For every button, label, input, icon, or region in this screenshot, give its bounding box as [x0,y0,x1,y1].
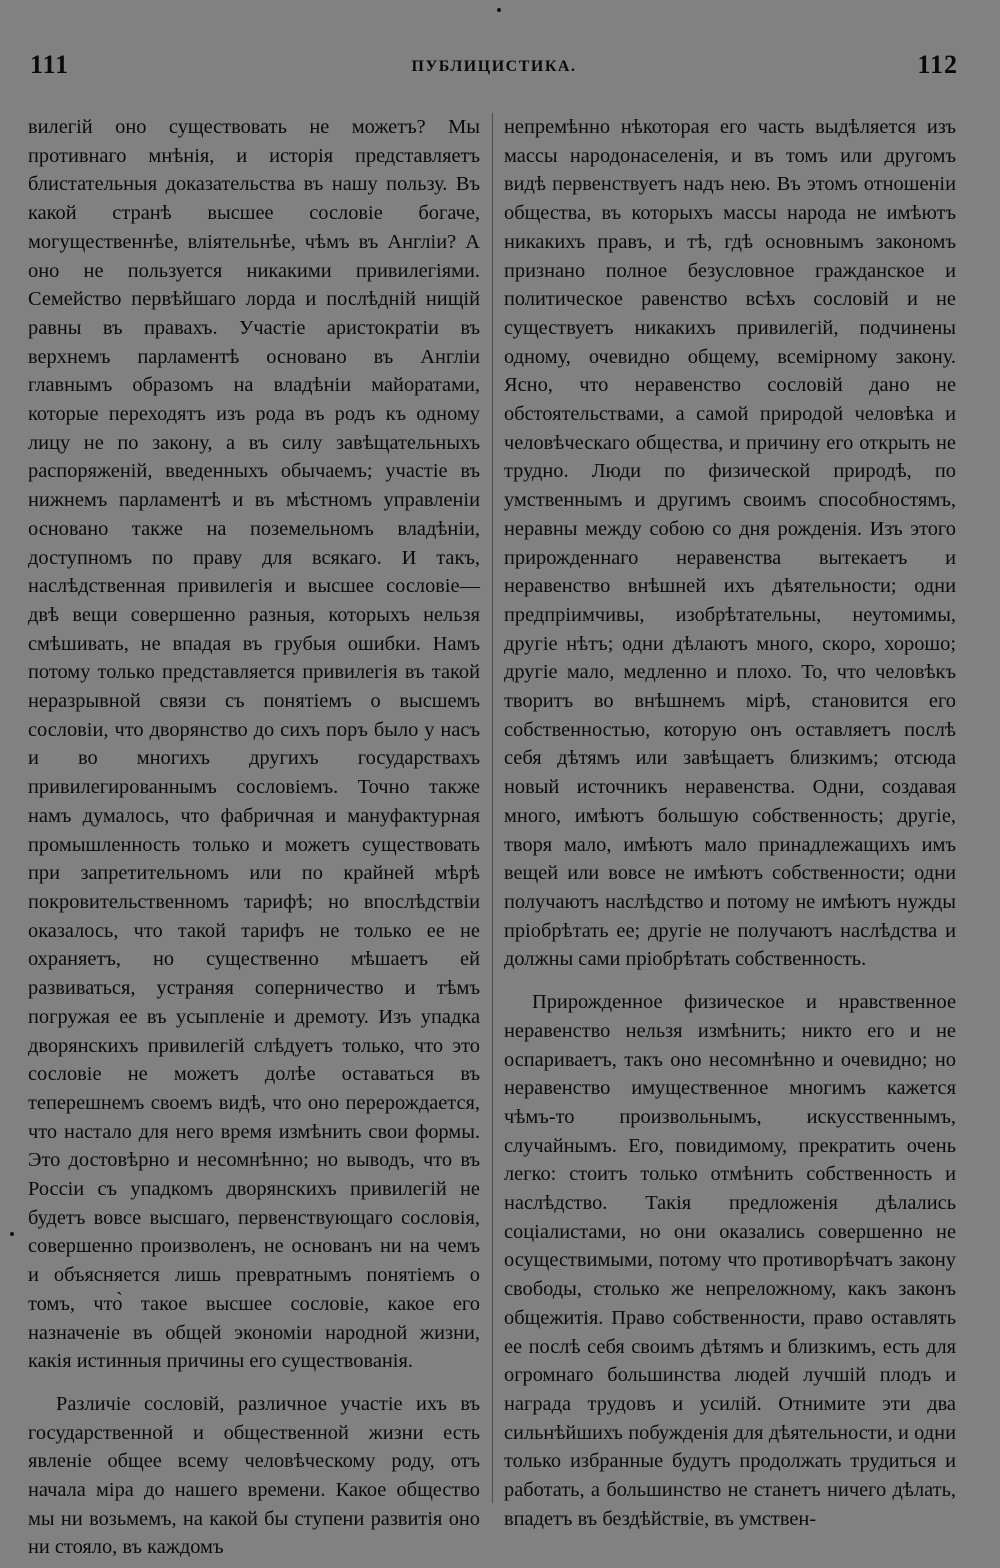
paragraph: вилегій оно существовать не можетъ? Мы противнаго мнѣнія, и исторія представляетъ блистательныя доказательства въ нашу пользу. Въ какой странѣ высшее сословіе богаче, могущественнѣе, вліятельнѣе, чѣмъ въ Англіи? А оно не пользуется никакими привилегіями. Семейство первѣйшаго лорда и послѣдній нищій равны въ правахъ. Участіе аристократіи въ верхнемъ парламентѣ основано въ Англіи главнымъ образомъ на владѣніи майоратами, которые переходятъ изъ рода въ родъ къ одному лицу не по закону, а въ силу завѣщательныхъ распоряженій, введенныхъ обычаемъ; участіе въ нижнемъ парламентѣ и въ мѣстномъ управленіи основано также на поземельномъ владѣніи, доступномъ по праву для всякаго. И такъ, наслѣдственная привилегія и высшее сословіе—двѣ вещи совершенно разныя, которыхъ нельзя смѣшивать, не впадая въ грубыя ошибки. Намъ потому только представляется привилегія въ такой неразрывной связи съ понятіемъ о высшемъ сословіи, что дворянство до сихъ поръ было у насъ и во многихъ другихъ государствахъ привилегированнымъ сословіемъ. Точно также намъ думалось, что фабричная и мануфактурная промышленность только и можетъ существовать при запретительномъ или по крайней мѣрѣ покровительственномъ тарифѣ; но впослѣдствіи оказалось, что такой тарифъ не только ее не охраняетъ, но существенно мѣшаетъ ей развиваться, устраняя соперничество и тѣмъ погружая ее въ усыпленіе и дремоту. Изъ упадка дворянскихъ привилегій слѣдуетъ только, что это сословіе не можетъ долѣе оставаться въ теперешнемъ своемъ видѣ, что оно перерождается, что настало для него время измѣнить свои формы. Это достовѣрно и несомнѣнно; но выводъ, что въ Россіи съ упадкомъ дворянскихъ привилегій не будетъ вовсе высшаго, первенствующаго сословія, совершенно произволенъ, не основанъ ни на чемъ и объясняется лишь превратнымъ понятіемъ о томъ, что̀ такое высшее сословіе, какое его назначеніе въ общей экономіи народной жизни, какія истинныя причины его существованія. [28,116,480,1373]
left-page-number: 111 [30,50,70,79]
ink-speck [497,8,501,12]
right-page-number: 112 [917,50,958,79]
paragraph: Прирожденное физическое и нравственное неравенство нельзя измѣнить; никто его и не оспариваетъ, такъ оно несомнѣнно и очевидно; но неравенство имущественное многимъ кажется чѣмъ-то произвольнымъ, искусственнымъ, случайнымъ. Его, повидимому, прекратить очень легко: стоитъ только отмѣнить собственность и наслѣдство. Такія предложенія дѣлались соціалистами, но они оказались совершенно не осуществимыми, потому что противорѣчатъ закону свободы, столько же непреложному, какъ законъ общежитія. Право собственности, право оставлять ее послѣ себя своимъ дѣтямъ и близкимъ, есть для огромнаго большинства людей лучшій плодъ и награда трудовъ и усилій. Отнимите эти два сильнѣйшихъ побужденія для дѣятельности, и одни только избранные будутъ продолжать трудиться и работать, а большинство не станетъ ничего дѣлать, впадетъ въ бездѣйствіе, въ умствен- [504,991,956,1530]
column-divider [492,113,493,1503]
ink-speck [10,1232,14,1236]
paragraph: Различіе сословій, различное участіе ихъ въ государственной и общественной жизни есть явленіе общее всему человѣческому роду, отъ начала міра до нашего времени. Какое общество мы ни возьмемъ, на какой бы ступени развитія оно ни стояло, въ каждомъ [28,1392,480,1559]
page-header [30,50,958,90]
left-column [28,113,480,1562]
running-title: ПУБЛИЦИСТИКА. [411,58,577,75]
paragraph: непремѣнно нѣкоторая его часть выдѣляется изъ массы народонаселенія, и въ томъ или другомъ видѣ первенствуетъ надъ нею. Въ этомъ отношеніи общества, въ которыхъ массы народа не имѣютъ никакихъ правъ, и тѣ, гдѣ основнымъ закономъ признано полное безусловное гражданское и политическое равенство всѣхъ сословій и не существуетъ никакихъ привилегій, подчинены одному, очевидно общему, всемірному закону. Ясно, что неравенство сословій дано не обстоятельствами, а самой природой человѣка и человѣческаго общества, и причину его открыть не трудно. Люди по физической природѣ, по умственнымъ и другимъ своимъ способностямъ, неравны между собою со дня рожденія. Изъ этого прирожденнаго неравенства вытекаетъ и неравенство внѣшней ихъ дѣятельности; одни предпріимчивы, изобрѣтательны, неутомимы, другіе нѣтъ; одни дѣлаютъ много, скоро, хорошо; другіе мало, медленно и плохо. То, что человѣкъ творитъ во внѣшнемъ мірѣ, становится его собственностью, которую онъ оставляетъ послѣ себя дѣтямъ или завѣщаетъ близкимъ; отсюда новый источникъ неравенства. Одни, создавая много, имѣютъ большую собственность; другіе, творя мало, имѣютъ мало принадлежащихъ имъ вещей или вовсе не имѣютъ собственности; одни получаютъ наслѣдство и потому не имѣютъ нужды пріобрѣтать ее; другіе не получаютъ наслѣдства и должны сами пріобрѣтать собственность. [504,116,956,971]
right-column [504,113,956,1533]
